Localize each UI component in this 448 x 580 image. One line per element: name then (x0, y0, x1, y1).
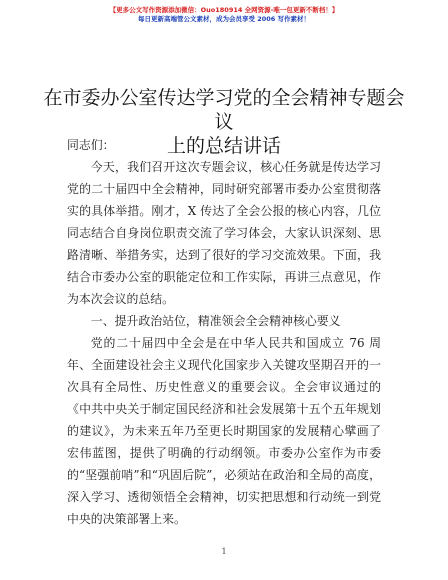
banner-line-2: 每日更新高端管公文素材，成为会员享受 2006 写作素材！ (137, 15, 311, 23)
page-number: 1 (221, 547, 227, 556)
paragraph-section-1: 党的二十届四中全会是在中华人民共和国成立 76 周年、全面建设社会主义现代化国家步入关键攻坚期召开的一次具有全局性、历史性意义的重要会议。全会审议通过的《中共中央关于制定国民经济和社会发展第十五个五年规划的建议》，为未来五年乃至更长时期国家的发展精心擘画了宏伟蓝图，提供了明确的行动纲领。市委办公室作为市委的“坚强前哨”和“巩固后院”，必须站在政治和全局的高度，深入学习、透彻领悟全会精神，切实把思想和行动统一到党中央的决策部署上来。 (67, 336, 381, 526)
banner-line-1: 【更多公文写作资源添加微信：Ouo180914 全网资源-唯一包更新不断档！】 (109, 6, 339, 14)
paragraph-intro: 今天，我们召开这次专题会议，核心任务就是传达学习党的二十届四中全会精神，同时研究部署市委办公室贯彻落实的具体举措。刚才，X 传达了全会公报的核心内容，几位同志结合自身岗位职责交流了学习体会，大家认识深刻、思路清晰、举措务实，达到了很好的学习交流效果。下面，我结合市委办公室的职能定位和工作实际，再讲三点意见，作为本次会议的总结。 (67, 160, 381, 306)
title-line-2: 上的总结讲话 (166, 135, 281, 157)
section-heading-1: 一、提升政治站位，精准领会全会精神核心要义 (90, 314, 341, 328)
title-line-1: 在市委办公室传达学习党的全会精神专题会议 (43, 87, 405, 133)
document-body (67, 134, 381, 530)
promo-banner (0, 6, 448, 24)
greeting: 同志们： (67, 138, 115, 152)
